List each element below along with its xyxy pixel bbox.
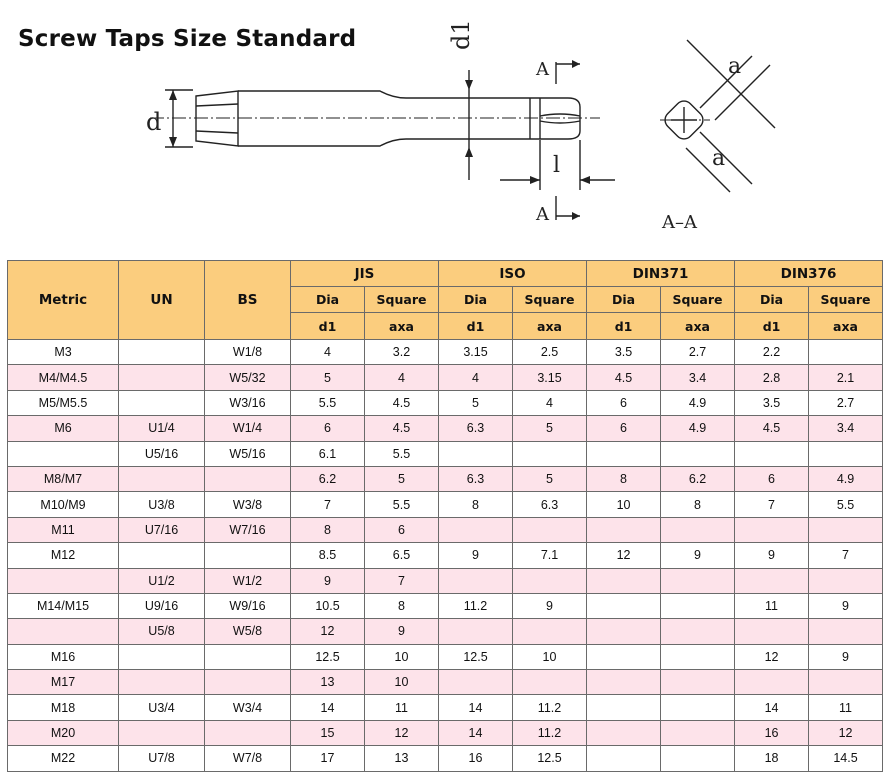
cell-jis-dia: 4 <box>291 340 365 365</box>
table-row <box>8 670 883 695</box>
header-d1: d1 <box>587 313 661 340</box>
header-metric: Metric <box>8 261 119 340</box>
cell-bs: W9/16 <box>205 593 291 618</box>
cell-din371-dia: 6 <box>587 416 661 441</box>
cell-din376-square: 2.1 <box>809 365 883 390</box>
header-square: Square <box>365 287 439 313</box>
cell-iso-dia: 6.3 <box>439 416 513 441</box>
header-dia: Dia <box>439 287 513 313</box>
table-row <box>8 517 883 542</box>
cell-un <box>119 720 205 745</box>
cell-jis-square: 10 <box>365 670 439 695</box>
cell-metric: M16 <box>8 644 119 669</box>
cell-jis-dia: 14 <box>291 695 365 720</box>
cell-din376-square: 12 <box>809 720 883 745</box>
cell-iso-dia: 4 <box>439 365 513 390</box>
header-axa: axa <box>809 313 883 340</box>
cell-bs <box>205 543 291 568</box>
cell-din376-dia <box>735 568 809 593</box>
table-row <box>8 619 883 644</box>
cell-iso-dia <box>439 517 513 542</box>
cell-din371-square: 2.7 <box>661 340 735 365</box>
cell-din371-dia <box>587 644 661 669</box>
cell-din376-square: 9 <box>809 593 883 618</box>
a-label-top: a <box>728 54 742 79</box>
cell-jis-dia: 8 <box>291 517 365 542</box>
cell-din371-dia: 8 <box>587 466 661 491</box>
cell-din376-square: 11 <box>809 695 883 720</box>
cell-din376-dia <box>735 441 809 466</box>
cell-metric: M10/M9 <box>8 492 119 517</box>
header-din371: DIN371 <box>587 261 735 287</box>
cell-bs: W1/8 <box>205 340 291 365</box>
cell-din371-square <box>661 644 735 669</box>
cell-jis-square: 7 <box>365 568 439 593</box>
cell-din371-square: 8 <box>661 492 735 517</box>
cell-bs: W1/2 <box>205 568 291 593</box>
header-dia: Dia <box>587 287 661 313</box>
table-row <box>8 416 883 441</box>
cell-bs <box>205 644 291 669</box>
header-d1: d1 <box>291 313 365 340</box>
cell-jis-dia: 12.5 <box>291 644 365 669</box>
cell-iso-dia: 3.15 <box>439 340 513 365</box>
cell-bs: W3/16 <box>205 390 291 415</box>
cell-iso-square: 10 <box>513 644 587 669</box>
cell-metric: M8/M7 <box>8 466 119 491</box>
cell-din376-dia: 2.8 <box>735 365 809 390</box>
d1-label: d1 <box>447 19 475 50</box>
cell-din371-square: 6.2 <box>661 466 735 491</box>
table-row <box>8 492 883 517</box>
cell-din371-dia <box>587 670 661 695</box>
cell-iso-square: 5 <box>513 466 587 491</box>
header-dia: Dia <box>735 287 809 313</box>
cell-din376-square: 2.7 <box>809 390 883 415</box>
cell-un <box>119 543 205 568</box>
cell-din371-square <box>661 720 735 745</box>
header-iso: ISO <box>439 261 587 287</box>
table-row <box>8 340 883 365</box>
cell-iso-square <box>513 568 587 593</box>
cell-din371-dia: 12 <box>587 543 661 568</box>
cell-jis-square: 5 <box>365 466 439 491</box>
cell-din371-dia: 4.5 <box>587 365 661 390</box>
cell-iso-dia <box>439 441 513 466</box>
cell-jis-dia: 6 <box>291 416 365 441</box>
cell-bs: W7/16 <box>205 517 291 542</box>
cell-jis-dia: 9 <box>291 568 365 593</box>
cell-jis-square: 4.5 <box>365 390 439 415</box>
cell-jis-square: 6.5 <box>365 543 439 568</box>
table-row <box>8 695 883 720</box>
cell-iso-dia: 5 <box>439 390 513 415</box>
cell-din376-square: 4.9 <box>809 466 883 491</box>
l-label: l <box>553 153 561 178</box>
table-row <box>8 644 883 669</box>
cell-din371-square <box>661 593 735 618</box>
cell-un: U7/8 <box>119 746 205 771</box>
header-square: Square <box>809 287 883 313</box>
cell-din371-dia: 6 <box>587 390 661 415</box>
cell-iso-square: 9 <box>513 593 587 618</box>
cell-un <box>119 644 205 669</box>
cell-un: U7/16 <box>119 517 205 542</box>
cell-din371-square <box>661 695 735 720</box>
cell-metric: M3 <box>8 340 119 365</box>
cell-din371-square <box>661 441 735 466</box>
cell-jis-square: 11 <box>365 695 439 720</box>
cell-iso-dia: 14 <box>439 695 513 720</box>
cell-din376-dia: 18 <box>735 746 809 771</box>
cell-din371-dia <box>587 720 661 745</box>
cell-iso-dia: 14 <box>439 720 513 745</box>
d-label: d <box>146 108 162 136</box>
cell-din376-square: 5.5 <box>809 492 883 517</box>
cell-iso-dia: 16 <box>439 746 513 771</box>
cell-din376-dia: 3.5 <box>735 390 809 415</box>
header-bs: BS <box>205 261 291 340</box>
cell-metric: M20 <box>8 720 119 745</box>
cell-din371-dia: 10 <box>587 492 661 517</box>
cell-din376-dia: 6 <box>735 466 809 491</box>
cell-din376-square: 3.4 <box>809 416 883 441</box>
a-label-bottom: a <box>712 146 726 171</box>
cell-un: U3/4 <box>119 695 205 720</box>
cell-un <box>119 670 205 695</box>
table-row <box>8 390 883 415</box>
cell-din371-dia: 3.5 <box>587 340 661 365</box>
cell-iso-dia: 6.3 <box>439 466 513 491</box>
cell-jis-dia: 10.5 <box>291 593 365 618</box>
cell-metric: M14/M15 <box>8 593 119 618</box>
cell-din376-dia <box>735 619 809 644</box>
cell-un: U5/16 <box>119 441 205 466</box>
cell-jis-square: 12 <box>365 720 439 745</box>
cell-iso-dia <box>439 619 513 644</box>
cell-jis-square: 13 <box>365 746 439 771</box>
cell-jis-square: 5.5 <box>365 492 439 517</box>
cell-din376-dia: 16 <box>735 720 809 745</box>
cell-jis-dia: 7 <box>291 492 365 517</box>
cell-jis-square: 5.5 <box>365 441 439 466</box>
cell-din371-square: 4.9 <box>661 416 735 441</box>
cell-din371-dia <box>587 593 661 618</box>
cell-iso-dia: 8 <box>439 492 513 517</box>
cell-din371-square: 9 <box>661 543 735 568</box>
cell-iso-square: 5 <box>513 416 587 441</box>
header-din376: DIN376 <box>735 261 883 287</box>
cell-un: U3/8 <box>119 492 205 517</box>
cell-jis-square: 9 <box>365 619 439 644</box>
table-row <box>8 441 883 466</box>
cell-un <box>119 466 205 491</box>
cell-din371-dia <box>587 746 661 771</box>
cell-metric: M11 <box>8 517 119 542</box>
cell-iso-square: 11.2 <box>513 695 587 720</box>
cell-din376-dia: 11 <box>735 593 809 618</box>
cell-din371-square <box>661 619 735 644</box>
cell-metric <box>8 568 119 593</box>
header-d1: d1 <box>735 313 809 340</box>
cell-din371-dia <box>587 517 661 542</box>
cell-din376-dia: 4.5 <box>735 416 809 441</box>
header-jis: JIS <box>291 261 439 287</box>
cell-din376-square <box>809 670 883 695</box>
cell-din376-square <box>809 568 883 593</box>
table-row <box>8 365 883 390</box>
cell-jis-dia: 12 <box>291 619 365 644</box>
size-table <box>7 260 883 772</box>
cell-iso-square: 3.15 <box>513 365 587 390</box>
header-axa: axa <box>513 313 587 340</box>
cell-din376-square: 7 <box>809 543 883 568</box>
cell-bs <box>205 466 291 491</box>
table-row <box>8 720 883 745</box>
cell-bs: W3/4 <box>205 695 291 720</box>
cell-bs: W1/4 <box>205 416 291 441</box>
section-top-label: A <box>536 59 549 80</box>
cell-jis-dia: 5.5 <box>291 390 365 415</box>
cell-din371-square <box>661 517 735 542</box>
cell-iso-square: 6.3 <box>513 492 587 517</box>
cell-jis-square: 6 <box>365 517 439 542</box>
header-un: UN <box>119 261 205 340</box>
cell-metric: M22 <box>8 746 119 771</box>
table-body <box>8 340 883 772</box>
cell-din371-dia <box>587 619 661 644</box>
cell-iso-dia <box>439 568 513 593</box>
cell-un: U1/2 <box>119 568 205 593</box>
cell-din376-square <box>809 441 883 466</box>
section-bottom-label: A <box>536 204 549 225</box>
header-square: Square <box>513 287 587 313</box>
cell-metric: M6 <box>8 416 119 441</box>
cell-din371-square: 3.4 <box>661 365 735 390</box>
table-row <box>8 543 883 568</box>
cell-iso-square <box>513 670 587 695</box>
cell-din376-square <box>809 340 883 365</box>
cell-jis-dia: 8.5 <box>291 543 365 568</box>
cell-iso-dia: 9 <box>439 543 513 568</box>
cell-jis-dia: 17 <box>291 746 365 771</box>
cell-un: U9/16 <box>119 593 205 618</box>
cell-jis-square: 4.5 <box>365 416 439 441</box>
cell-iso-square: 11.2 <box>513 720 587 745</box>
cell-bs: W3/8 <box>205 492 291 517</box>
cell-jis-dia: 6.2 <box>291 466 365 491</box>
table-row <box>8 593 883 618</box>
cell-metric: M4/M4.5 <box>8 365 119 390</box>
cell-din371-square <box>661 670 735 695</box>
cell-din376-dia: 12 <box>735 644 809 669</box>
cell-metric: M17 <box>8 670 119 695</box>
cell-din376-square: 14.5 <box>809 746 883 771</box>
cell-iso-dia <box>439 670 513 695</box>
cell-iso-square <box>513 441 587 466</box>
header-axa: axa <box>365 313 439 340</box>
cell-din376-dia: 7 <box>735 492 809 517</box>
cell-un: U1/4 <box>119 416 205 441</box>
cell-din376-dia: 9 <box>735 543 809 568</box>
cell-jis-square: 4 <box>365 365 439 390</box>
cell-bs: W5/16 <box>205 441 291 466</box>
cell-din376-square <box>809 517 883 542</box>
cell-iso-square: 2.5 <box>513 340 587 365</box>
header-dia: Dia <box>291 287 365 313</box>
cell-din371-dia <box>587 695 661 720</box>
cell-din376-dia: 14 <box>735 695 809 720</box>
cell-metric <box>8 441 119 466</box>
section-view-label: A–A <box>662 212 697 233</box>
table-row <box>8 568 883 593</box>
cell-jis-dia: 15 <box>291 720 365 745</box>
cell-un: U5/8 <box>119 619 205 644</box>
tap-drawing <box>0 0 884 250</box>
cell-metric: M5/M5.5 <box>8 390 119 415</box>
cell-iso-dia: 12.5 <box>439 644 513 669</box>
page-title: Screw Taps Size Standard <box>18 26 357 52</box>
header-square: Square <box>661 287 735 313</box>
cell-un <box>119 390 205 415</box>
cell-un <box>119 365 205 390</box>
cell-din371-dia <box>587 568 661 593</box>
cell-metric: M12 <box>8 543 119 568</box>
header-axa: axa <box>661 313 735 340</box>
cell-iso-square: 7.1 <box>513 543 587 568</box>
cell-din376-square <box>809 619 883 644</box>
cell-jis-dia: 6.1 <box>291 441 365 466</box>
cell-din371-square <box>661 568 735 593</box>
cell-metric <box>8 619 119 644</box>
cell-iso-square <box>513 619 587 644</box>
cell-din371-square: 4.9 <box>661 390 735 415</box>
cell-bs: W7/8 <box>205 746 291 771</box>
header-d1: d1 <box>439 313 513 340</box>
table-row <box>8 746 883 771</box>
cell-bs: W5/32 <box>205 365 291 390</box>
cell-jis-square: 8 <box>365 593 439 618</box>
cell-din371-dia <box>587 441 661 466</box>
table-row <box>8 466 883 491</box>
cell-din376-dia <box>735 517 809 542</box>
cell-din376-dia <box>735 670 809 695</box>
cell-iso-square: 12.5 <box>513 746 587 771</box>
cell-bs: W5/8 <box>205 619 291 644</box>
cell-jis-dia: 5 <box>291 365 365 390</box>
cell-din376-dia: 2.2 <box>735 340 809 365</box>
cell-din376-square: 9 <box>809 644 883 669</box>
cell-jis-square: 3.2 <box>365 340 439 365</box>
cell-bs <box>205 670 291 695</box>
cell-un <box>119 340 205 365</box>
cell-iso-square <box>513 517 587 542</box>
cell-bs <box>205 720 291 745</box>
cell-iso-dia: 11.2 <box>439 593 513 618</box>
cell-iso-square: 4 <box>513 390 587 415</box>
cell-jis-square: 10 <box>365 644 439 669</box>
cell-jis-dia: 13 <box>291 670 365 695</box>
cell-din371-square <box>661 746 735 771</box>
cell-metric: M18 <box>8 695 119 720</box>
